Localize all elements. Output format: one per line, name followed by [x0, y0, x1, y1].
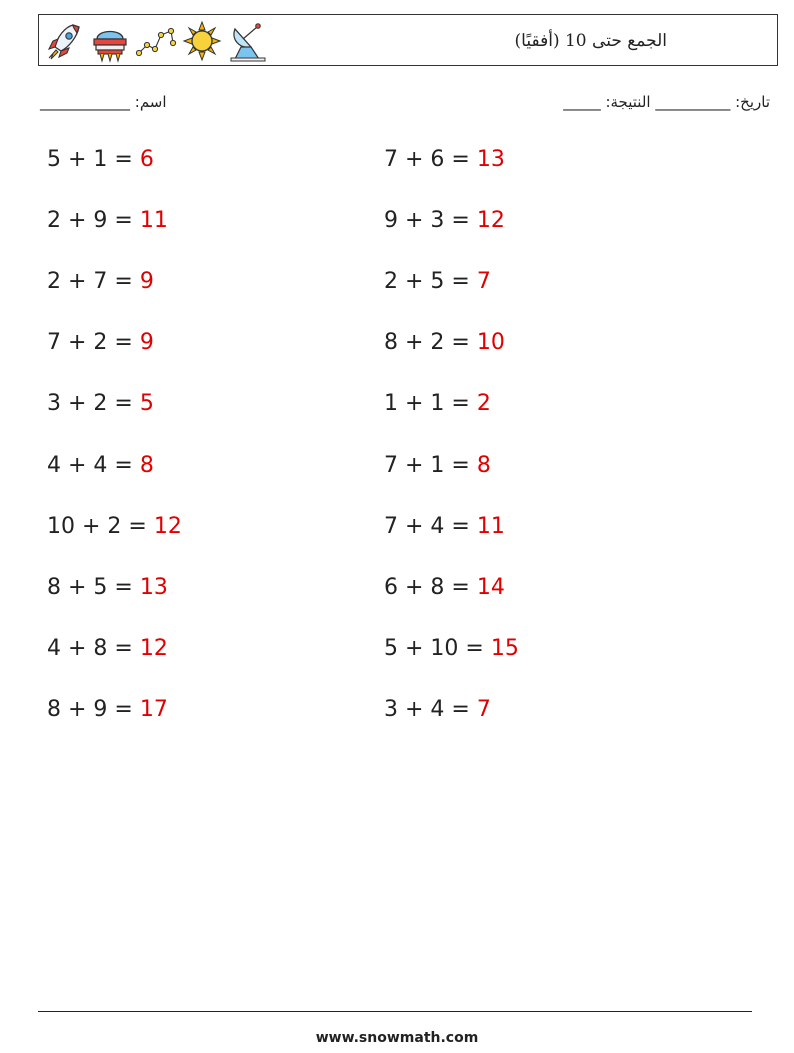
problem-expression: 4 + 8 =: [47, 635, 133, 661]
problem-answer: 13: [476, 147, 505, 172]
problem-item: [384, 269, 491, 294]
problem-item: [47, 514, 182, 539]
problem-answer: 11: [476, 513, 505, 539]
sun-icon: [181, 19, 223, 63]
problem-answer: 14: [476, 574, 505, 600]
problem-answer: 9: [139, 269, 154, 295]
problem-answer: 9: [139, 330, 154, 356]
problem-expression: 1 + 1 =: [384, 391, 470, 417]
problem-answer: 12: [139, 635, 168, 661]
problem-answer: 7: [476, 269, 491, 295]
problem-item: [384, 208, 505, 233]
problem-expression: 7 + 1 =: [384, 452, 470, 478]
problem-expression: 7 + 2 =: [47, 330, 133, 356]
footer-site: www.snowmath.com: [315, 1030, 479, 1046]
problem-answer: 6: [139, 147, 154, 172]
problem-item: [384, 391, 491, 416]
problem-item: [47, 575, 168, 600]
problem-item: [47, 391, 154, 416]
constellation-icon: [135, 19, 177, 63]
problem-answer: 5: [139, 391, 154, 417]
date-score-line: _____ :تاريخ: __________ النتيجة: [563, 93, 770, 111]
problem-answer: 17: [139, 696, 168, 722]
problem-expression: 5 + 10 =: [384, 635, 484, 661]
problem-answer: 8: [139, 452, 154, 478]
problem-expression: 9 + 3 =: [384, 208, 470, 234]
problem-expression: 10 + 2 =: [47, 513, 147, 539]
problem-item: [47, 330, 154, 355]
problem-answer: 12: [153, 513, 182, 539]
problem-item: [47, 269, 154, 294]
problem-expression: 8 + 2 =: [384, 330, 470, 356]
problem-expression: 5 + 1 =: [47, 147, 133, 172]
problem-expression: 3 + 2 =: [47, 391, 133, 417]
problem-expression: 8 + 5 =: [47, 574, 133, 600]
problem-expression: 2 + 7 =: [47, 269, 133, 295]
problem-answer: 2: [476, 391, 491, 417]
problem-item: [384, 697, 491, 722]
footer-divider: [38, 1011, 752, 1012]
problem-item: [384, 636, 519, 661]
problem-expression: 2 + 5 =: [384, 269, 470, 295]
problem-answer: 11: [139, 208, 168, 234]
problem-answer: 8: [476, 452, 491, 478]
problem-expression: 2 + 9 =: [47, 208, 133, 234]
problem-item: [47, 453, 154, 478]
problem-item: [384, 147, 505, 172]
problem-item: [47, 636, 168, 661]
worksheet-header: [38, 14, 778, 66]
problem-answer: 12: [476, 208, 505, 234]
rocket-icon: [43, 19, 85, 63]
problem-answer: 13: [139, 574, 168, 600]
problem-item: [384, 575, 505, 600]
problem-answer: 7: [476, 696, 491, 722]
problem-item: [384, 453, 491, 478]
problem-expression: 6 + 8 =: [384, 574, 470, 600]
problem-answer: 15: [490, 635, 519, 661]
name-field-line: ____________ :اسم: [40, 93, 167, 111]
problem-item: [47, 147, 154, 172]
worksheet-title: الجمع حتى 10 (أفقيًا): [514, 31, 667, 51]
header-icons: [43, 19, 269, 63]
problem-expression: 3 + 4 =: [384, 696, 470, 722]
problem-item: [384, 514, 505, 539]
problem-item: [47, 697, 168, 722]
problem-expression: 7 + 4 =: [384, 513, 470, 539]
problem-answer: 10: [476, 330, 505, 356]
ufo-icon: [89, 19, 131, 63]
problem-expression: 8 + 9 =: [47, 696, 133, 722]
problem-expression: 4 + 4 =: [47, 452, 133, 478]
problem-expression: 7 + 6 =: [384, 147, 470, 172]
satellite-dish-icon: [227, 19, 269, 63]
problem-item: [47, 208, 168, 233]
problem-item: [384, 330, 505, 355]
